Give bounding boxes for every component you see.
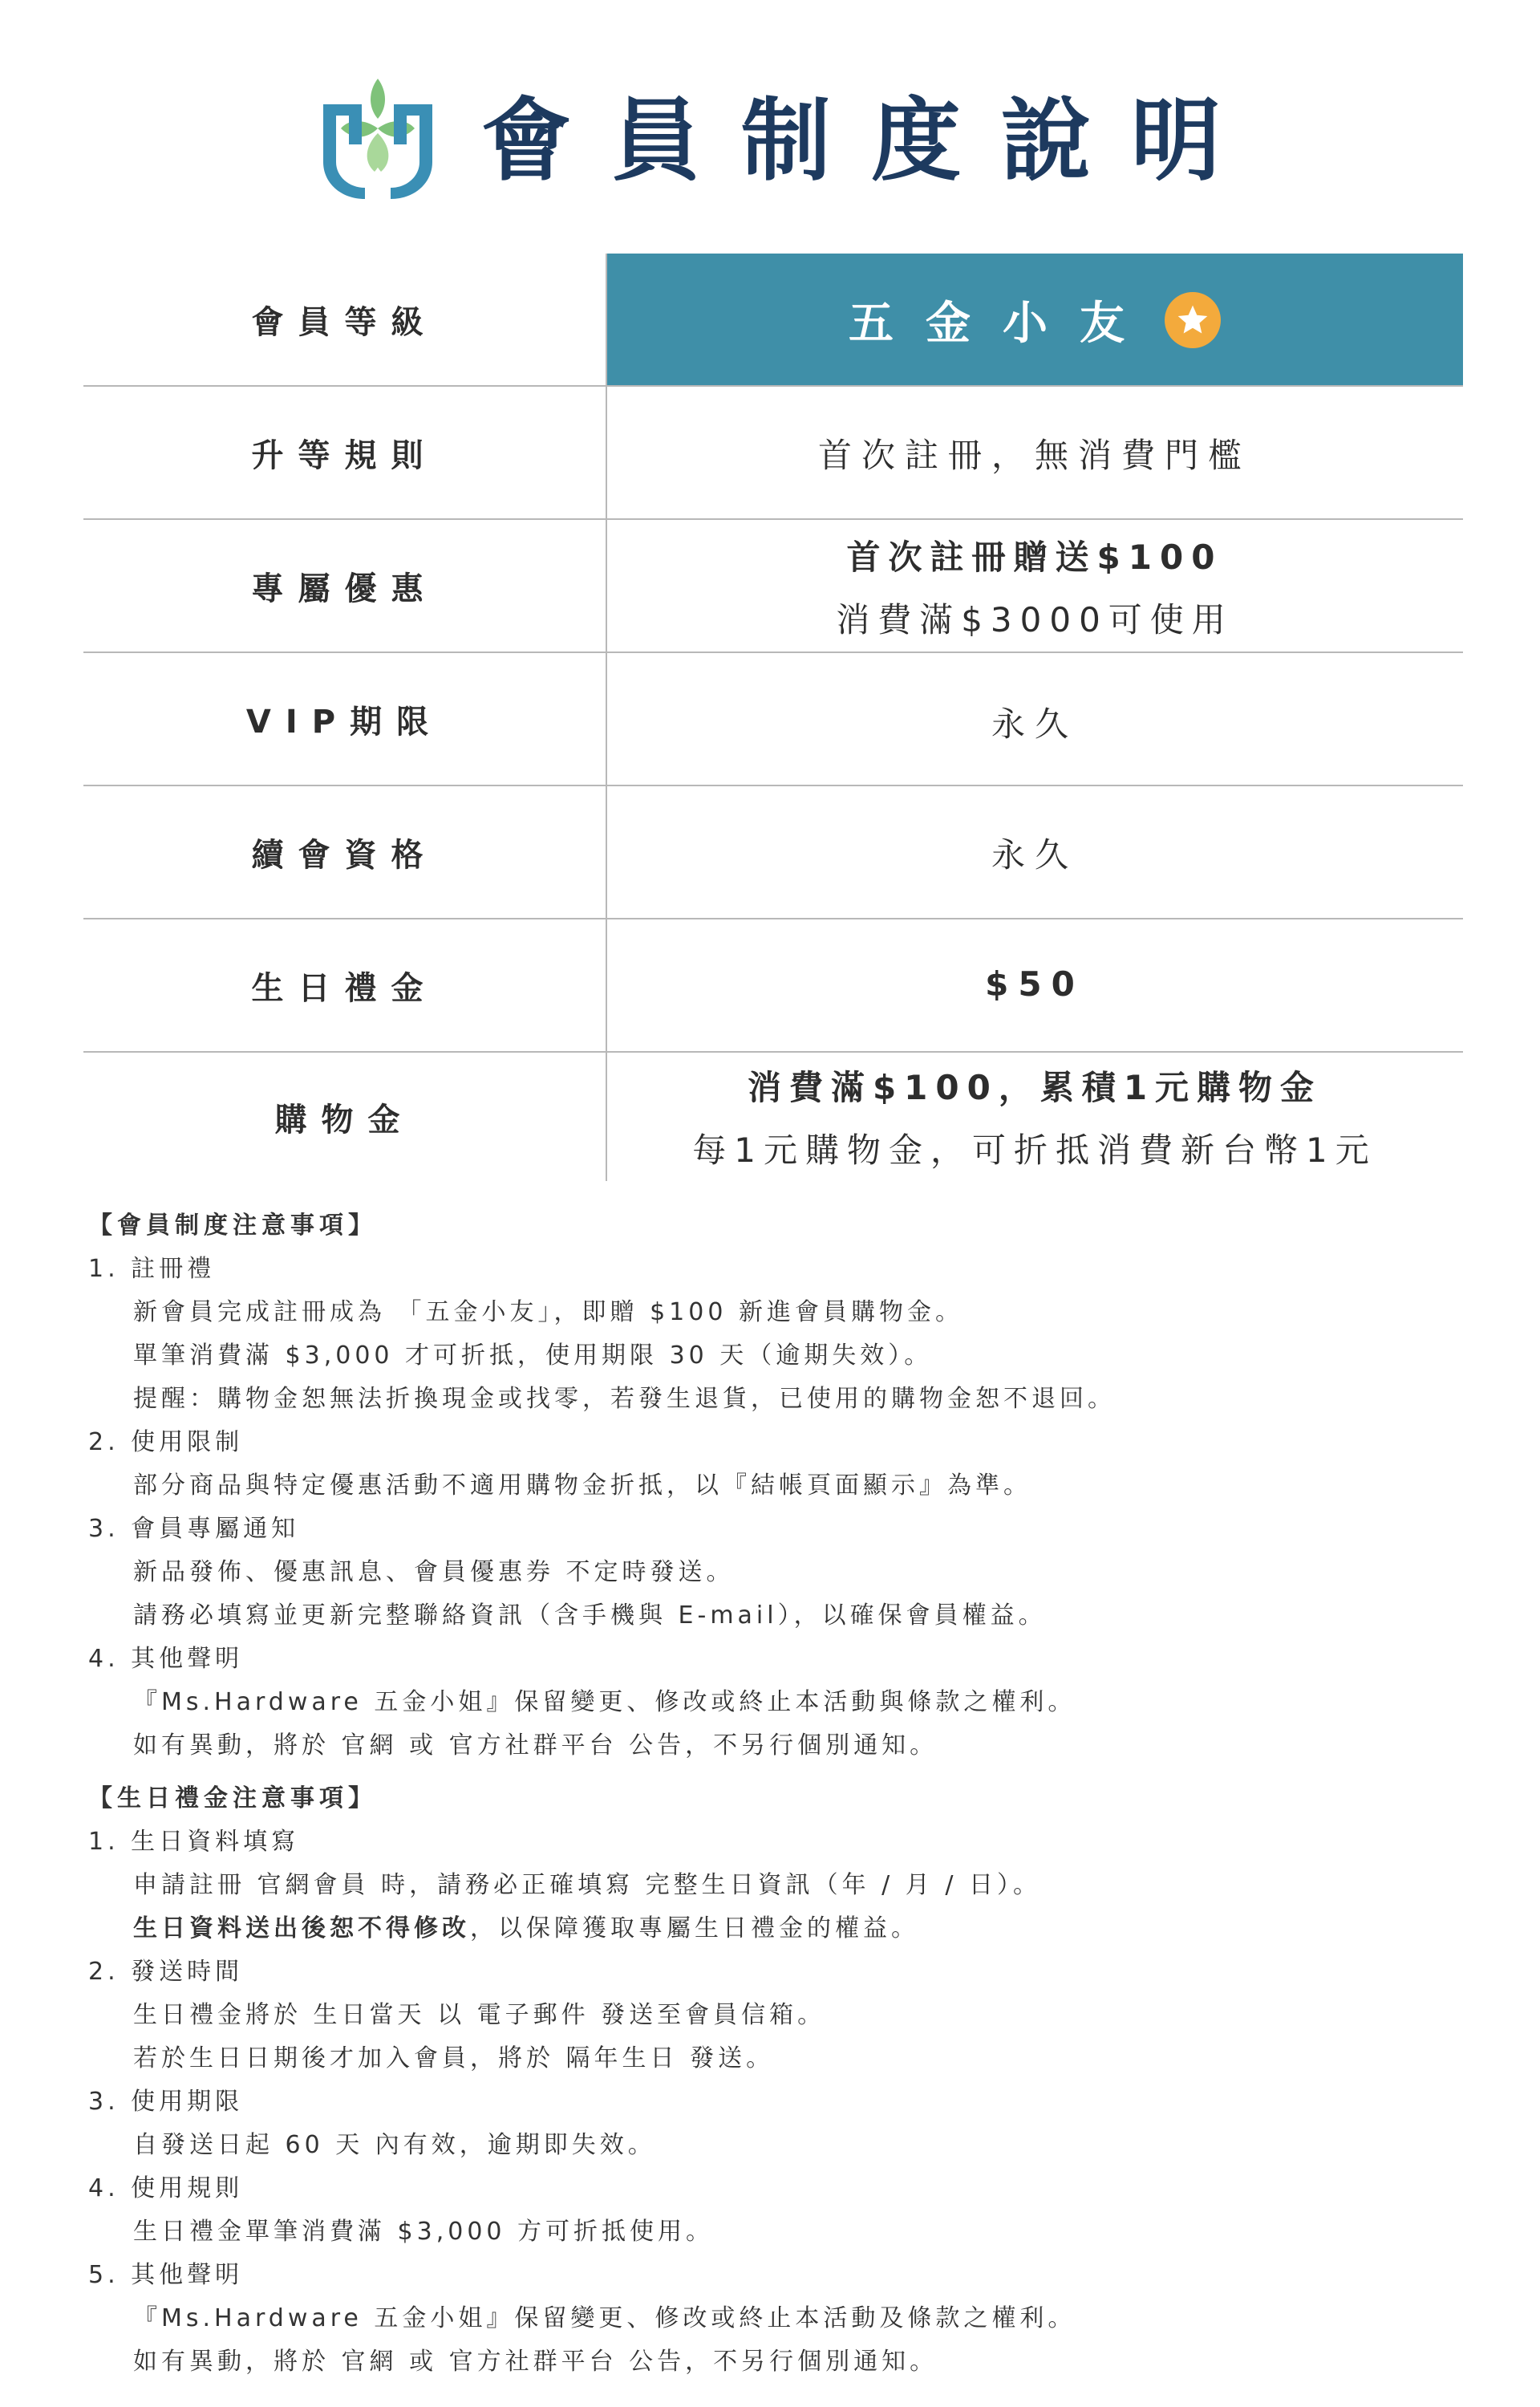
page-title: 會員制度說明: [481, 89, 1261, 193]
bold-text: 生日資料送出後恕不得修改: [133, 1914, 470, 1942]
note-line: 如有異動，將於 官網 或 官方社群平台 公告，不另行個別通知。: [133, 2348, 938, 2376]
note-line: 『Ms.Hardware 五金小姐』保留變更、修改或終止本活動及條款之權利。: [133, 2304, 1076, 2332]
value-line-bold: 首次註冊贈送$100: [846, 537, 1223, 577]
note-line: 單筆消費滿 $3,000 才可折抵，使用期限 30 天（逾期失效）。: [133, 1342, 933, 1370]
table-row: [83, 387, 1463, 519]
note-heading: 5. 其他聲明: [88, 2261, 244, 2289]
note-heading: 2. 使用限制: [88, 1428, 244, 1456]
table-row: [83, 520, 1463, 652]
row-value: [606, 919, 1463, 1052]
note-heading: 3. 會員專屬通知: [88, 1515, 300, 1543]
row-label: 會員等級: [251, 304, 438, 341]
sprout-logo-icon: [317, 72, 439, 202]
birthday-notes-title: 【生日禮金注意事項】: [88, 1784, 377, 1812]
table-row: [83, 1053, 1463, 1181]
note-heading: 2. 發送時間: [88, 1958, 244, 1986]
note-line: 部分商品與特定優惠活動不適用購物金折抵，以『結帳頁面顯示』為準。: [133, 1471, 1031, 1500]
note-heading: 3. 使用期限: [88, 2088, 244, 2116]
row-label: VIP期限: [245, 704, 444, 741]
note-heading: 1. 註冊禮: [88, 1255, 216, 1283]
row-value: [606, 786, 1463, 919]
value-text: 首次註冊，無消費門檻: [817, 435, 1251, 475]
member-notes-title: 【會員制度注意事項】: [88, 1212, 377, 1240]
row-label: 升等規則: [251, 437, 438, 474]
note-line: 自發送日起 60 天 內有效，逾期即失效。: [133, 2131, 656, 2159]
note-line: 若於生日日期後才加入會員，將於 隔年生日 發送。: [133, 2044, 775, 2072]
row-label: 生日禮金: [251, 970, 438, 1007]
note-line: 如有異動，將於 官網 或 官方社群平台 公告，不另行個別通知。: [133, 1731, 938, 1760]
row-label: 續會資格: [251, 837, 438, 874]
value-text: $50: [985, 964, 1084, 1004]
membership-table: [83, 254, 1463, 1181]
page-header: [0, 64, 1540, 225]
note-line: 『Ms.Hardware 五金小姐』保留變更、修改或終止本活動與條款之權利。: [133, 1688, 1076, 1716]
row-label: 專屬優惠: [251, 570, 438, 607]
note-line: 生日禮金將於 生日當天 以 電子郵件 發送至會員信箱。: [133, 2001, 826, 2029]
row-label: 購物金: [274, 1101, 415, 1139]
value-line: 消費滿$3000可使用: [836, 599, 1234, 639]
note-heading: 4. 使用規則: [88, 2174, 244, 2202]
row-value: [606, 1053, 1463, 1181]
tier-name: 五金小友: [849, 297, 1157, 350]
value-line-bold: 消費滿$100，累積1元購物金: [747, 1068, 1323, 1107]
note-line: 生日禮金單筆消費滿 $3,000 方可折抵使用。: [133, 2218, 715, 2246]
note-heading: 1. 生日資料填寫: [88, 1828, 300, 1856]
note-line: 請務必填寫並更新完整聯絡資訊（含手機與 E-mail），以確保會員權益。: [133, 1601, 1047, 1630]
row-value: [606, 520, 1463, 652]
note-line-rest: ，以保障獲取專屬生日禮金的權益。: [470, 1914, 919, 1942]
note-line: 新品發佈、優惠訊息、會員優惠券 不定時發送。: [133, 1558, 735, 1586]
table-row: [83, 653, 1463, 785]
note-line: 申請註冊 官網會員 時，請務必正確填寫 完整生日資訊（年 / 月 / 日）。: [133, 1871, 1041, 1899]
star-icon: [1165, 292, 1221, 348]
note-line: 新會員完成註冊成為 「五金小友」，即贈 $100 新進會員購物金。: [133, 1298, 963, 1326]
table-row: [83, 254, 1463, 386]
tier-header-cell: [606, 254, 1463, 386]
note-line: 提醒：購物金恕無法折換現金或找零，若發生退貨，已使用的購物金恕不退回。: [133, 1385, 1116, 1413]
column-divider: [606, 254, 607, 1181]
row-value: [606, 387, 1463, 519]
value-text: 永久: [991, 834, 1078, 875]
note-heading: 4. 其他聲明: [88, 1645, 244, 1673]
table-row: [83, 786, 1463, 919]
table-row: [83, 919, 1463, 1052]
value-line: 每1元購物金，可折抵消費新台幣1元: [692, 1130, 1377, 1170]
value-text: 永久: [991, 704, 1078, 744]
row-value: [606, 653, 1463, 785]
note-line-emphasis: [133, 1913, 919, 1945]
